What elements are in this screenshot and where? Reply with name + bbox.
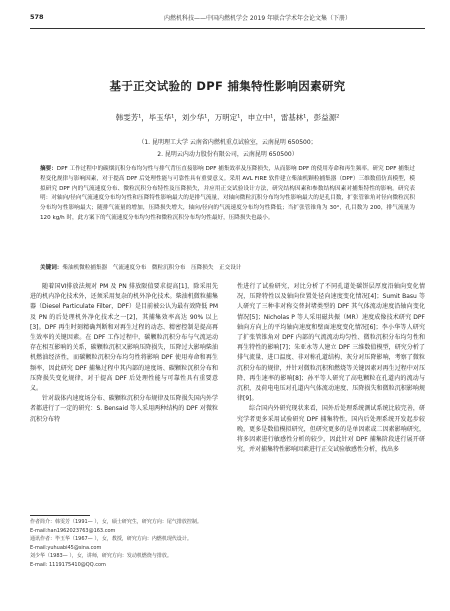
author-list: 韩雯芳¹，毕玉华¹，刘少华¹，万明定¹，申立中¹，雷基林¹，彭益源²	[115, 113, 340, 122]
footnote-rule	[30, 515, 90, 516]
body-paragraph: 性进行了试验研究，对比分析了不同孔道处碳饼层厚度沿轴向变化情况，压降特性以及轴向位置处径向速度变化情况[4]；Sumit Basu 等人研究了三种非对称交替封堵类型的 DPF 其气体流动速度沿轴向变化情况[5]；Nicholas P 等人采用磁共振（MR）速度成像技术研究 DPF 轴向方向上的平均轴向速度和壁面速度变化情况[6]；李小华等人研究了扩张管锥角对 DPF 内部的气流流动均匀性、微粒沉积分布均匀性和再生特性的影响[7]；朱亚永等人建立 DPF 三维数值模型，研究分析了排气流量、进口温度、非对称孔道结构、灰分对压降影响，考察了微粒沉积分布的规律，并针对微粒沉积和燃烧等关键因素对再生过程中对压降、再生速率的影响[8]；孙平等人研究了高电颗粒在孔道内的流动与沉积，及荷电电压对孔道内气体流动速度、压降损失和微粒沉积影响规律[9]。	[237, 283, 425, 403]
footnote-line: 作者简介：韩雯芳（1991— ），女，硕士研究生，研究方向：尾气排放控制。	[30, 519, 202, 525]
keywords	[40, 263, 415, 271]
running-head: 内燃机科技——中国内燃机学会 2019 年联合学术年会论文集（下册）	[163, 15, 352, 22]
affiliation-2: 2. 昆明云内动力股份有限公司，云南昆明 650500）	[157, 151, 298, 158]
page-header	[30, 12, 425, 26]
affiliation-1: （1. 昆明理工大学 云南省内燃机重点试验室，云南昆明 650500；	[138, 139, 317, 146]
body-paragraph: 针对载体内速度场分布、碳颗粒沉积分布规律及压降损失国内外学者都进行了一定的研究：S. Bensaid 等人采用两种结构的 DPF 对微粒沉积分布特	[30, 395, 218, 423]
body-right-column	[237, 282, 425, 455]
body-paragraph: 随着国Ⅵ排放法规对 PM 及 PN 排放限值要求提高[1]，除采用先进的机内净化技术外，还须采用复杂的机外净化技术。柴油机微粒捕集器（Diesel Particulate Filter，DPF）是目前被公认为最有效降低 PM 及 PN 的后处理机外净化技术之一[2]，其捕集效率高达 90% 以上[3]。DPF 再生时刻精确判断和对再生过程的动态、精密控制是提高再生效率的关键因素。在 DPF 工作过程中，碳颗粒沉积分布与气流运动存在相互影响的关系，碳颗粒沉积又影响压降损失，压降过大影响柴油机燃油经济性，而碳颗粒沉积分布均匀性将影响 DPF 使用寿命和再生频率，因此研究 DPF 捕集过程中其内部的速度场、碳颗粒沉积分布和压降损失变化规律，对于提高 DPF 后处理性能与可靠性具有重要意义。	[30, 283, 218, 393]
body-paragraph: 综合国内外研究现状来看，国外后处理系统测试系统比较完善，研究学者更多采用试验研究 DPF 捕集特性，国内后处理系统开发起步较晚，更多是数值模拟研究，但研究更多的是单因素或二因素影响研究，将多因素进行敏感性分析的较少，因此针对 DPF 捕集阶段进行展开研究，并对捕集特性影响因素进行正交试验敏感性分析，找出多	[237, 405, 425, 454]
abstract-text: DPF 工作过程中的碳烟沉积分布均匀性与排气背压直接影响 DPF 捕集效率及压降损失，从而影响 DPF 的使用寿命和再生频率。研究 DPF 捕集过程变化规律与影响因素，对于提高 DPF 后处理性能与可靠性具有重要意义。采用 AVL FIRE 软件建立柴油机颗粒捕集器（DPF）三维数值仿真模型，模拟研究 DPF 内的气流速度分布、微粒沉积分布特性及压降损失，并应用正交试验设计方法，研究结构因素和参数结构因素对捕集特性的影响。研究表明：对轴向/径向气流速度分布均匀性和压降特性影响最大的是排气流量，对轴向微粒沉积分布均匀性影响最大的是孔目数，扩张管锥角对径向微粒沉积分布均匀性影响最大；随排气流量的增加，压降损失增大，轴向/径向的气流速度分布均匀性降低；当扩张管锥角为 30°，孔目数为 200，排气流量为 120 kg/h 时，此方案下的气流速度分布均匀性和微粒沉积分布均匀性最好，压降损失也最小。	[40, 166, 415, 221]
paper-title: 基于正交试验的 DPF 捕集特性影响因素研究	[109, 79, 346, 93]
abstract	[40, 165, 415, 224]
body-left-column	[30, 282, 218, 425]
keywords-label: 关键词：	[40, 265, 63, 271]
page-number: 578	[30, 13, 44, 21]
footnote-line: E-mail:yuhuabi45@sina.com	[30, 544, 102, 551]
footnote-line: 刘少华（1983— ），女，讲师，研究方向：发动机燃烧与排放。	[30, 553, 172, 560]
footnote-line: E-mail: 1119175410@QQ.com	[30, 561, 106, 568]
abstract-label: 摘要：	[40, 166, 57, 172]
footnotes	[30, 518, 220, 570]
footnote-line: 通讯作者：毕玉华（1967— ），女，教授，研究方向：内燃机现代设计。	[30, 536, 192, 543]
header-rule	[30, 28, 425, 29]
footnote-line: E-mail:han1962023763@163.com	[30, 527, 116, 534]
keywords-text: 柴油机微粒捕集器 气流速度分布 微粒沉积分布 压降损失 正交设计	[62, 265, 242, 271]
